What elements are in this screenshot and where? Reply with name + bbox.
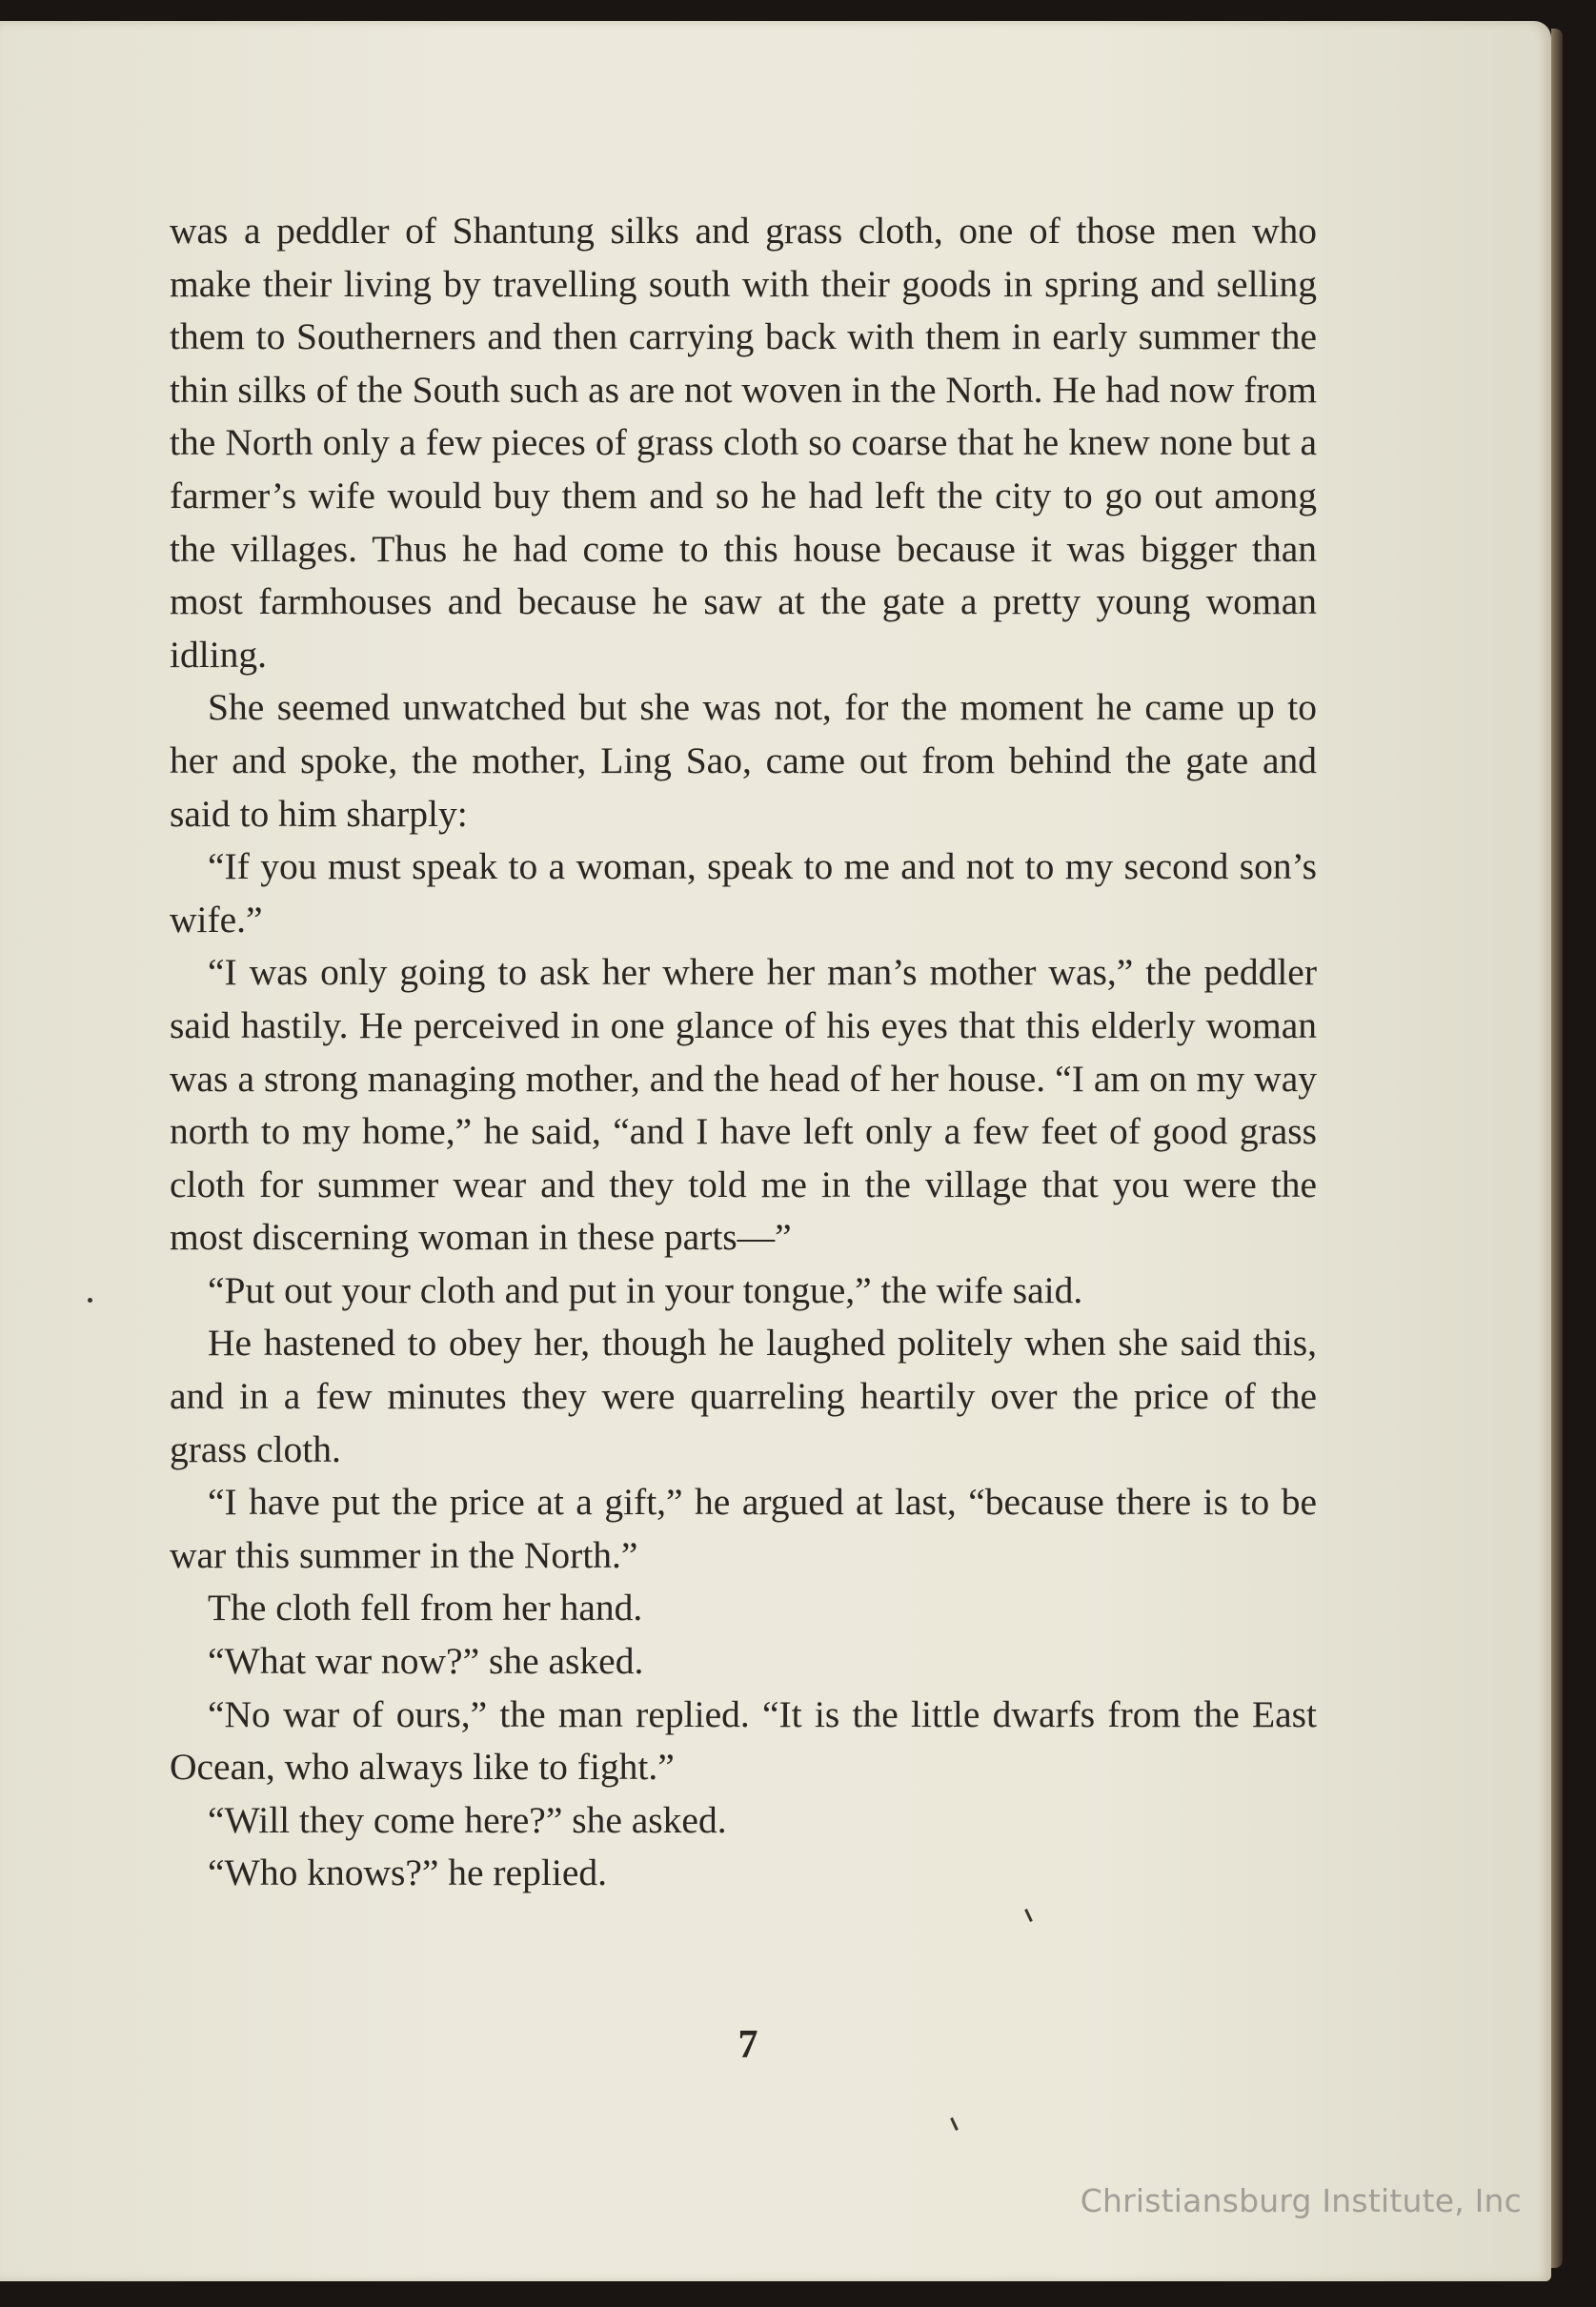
paragraph-1: was a peddler of Shantung silks and grass cloth, one of those men who make their living by travelling south with their goods in spring and selling them to Southerners and then carrying back with them in early summer the thin silks of the South such as are not woven in the North. He had now from the North only a few pieces of grass cloth so coarse that he knew none but a farmer’s wife would buy them and so he had left the city to go out among the villages. Thus he had come to this house because it was bigger than most farmhouses and because he saw at the gate a pretty young woman idling. — [170, 210, 1317, 676]
ink-speck — [88, 1298, 92, 1303]
paragraph-6: He hastened to obey her, though he laughed politely when she said this, and in a few minutes they were quarreling heartily over the price of the grass cloth. — [170, 1322, 1317, 1470]
paragraph-10: “No war of ours,” the man replied. “It is the little dwarfs from the East Ocean, who always like to fight.” — [170, 1692, 1317, 1789]
paragraph-4: “I was only going to ask her where her man’s mother was,” the peddler said hastily. He perceived in one glance of his eyes that this elderly woman was a strong managing mother, and the head of her house. “I am on my way north to my home,” he said, “and I have left only a few feet of good grass cloth for summer wear and they told me in the village that you were the most discerning woman in these parts—” — [170, 951, 1317, 1259]
watermark: Christiansburg Institute, Inc — [1080, 2182, 1522, 2219]
paragraph-8: The cloth fell from her hand. — [208, 1587, 643, 1629]
body-text — [170, 205, 1317, 1900]
page-edge — [1551, 29, 1563, 2268]
paragraph-2: She seemed unwatched but she was not, for the moment he came up to her and spoke, the mother, Ling Sao, came out from behind the gate and said to him sharply: — [170, 686, 1317, 835]
paragraph-9: “What war now?” she asked. — [208, 1640, 644, 1683]
paragraph-12: “Who knows?” he replied. — [208, 1852, 607, 1894]
paragraph-5: “Put out your cloth and put in your tongue,” the wife said. — [208, 1268, 1083, 1311]
paragraph-3: “If you must speak to a woman, speak to me and not to my second son’s wife.” — [170, 845, 1317, 941]
page-number: 7 — [737, 2023, 758, 2067]
paragraph-11: “Will they come here?” she asked. — [208, 1798, 727, 1841]
paragraph-7: “I have put the price at a gift,” he argued at last, “because there is to be war this summer in the North.” — [170, 1481, 1317, 1576]
